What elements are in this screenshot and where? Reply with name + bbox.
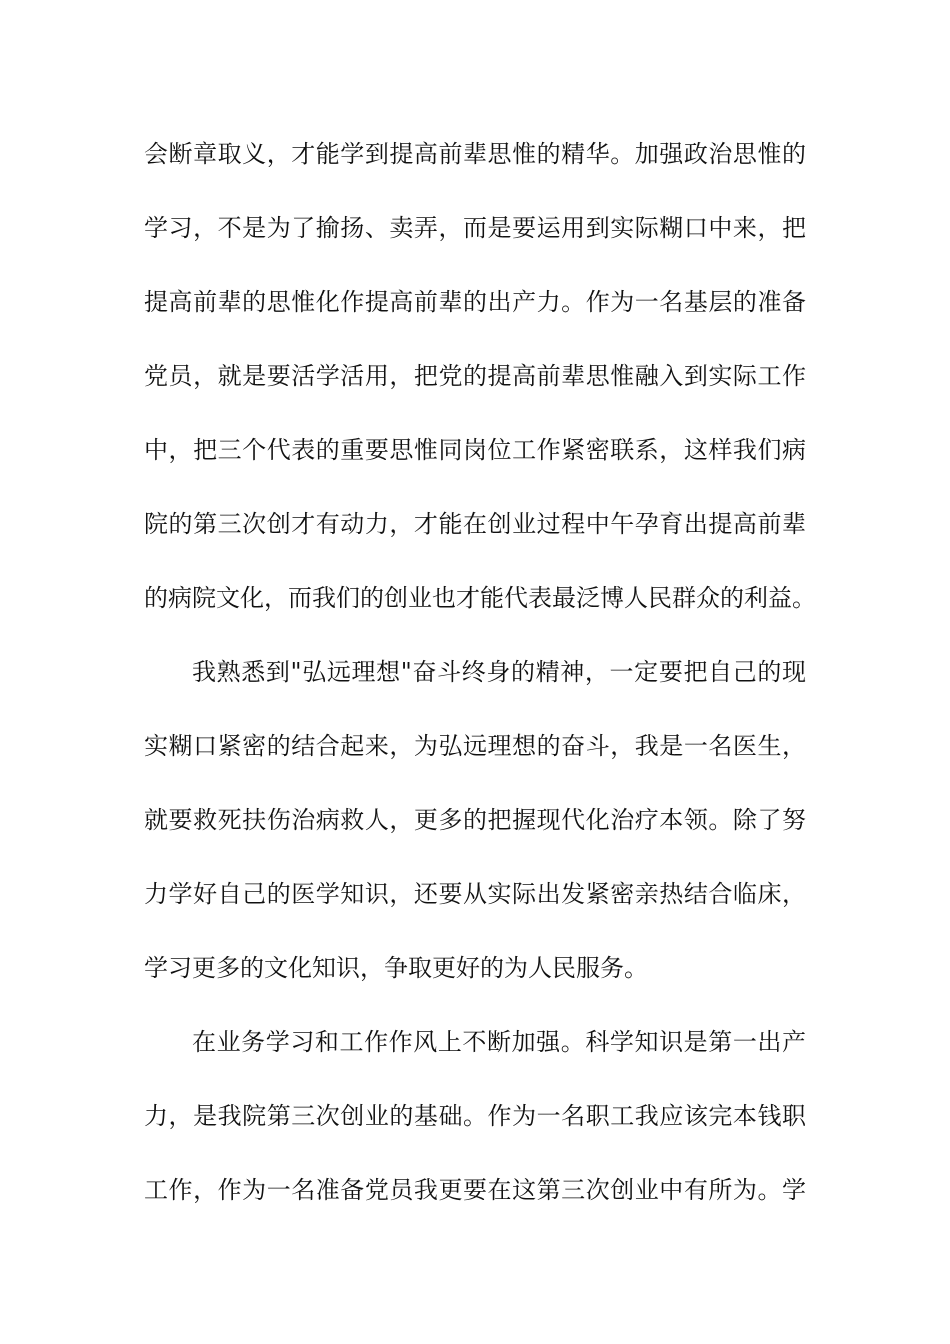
- body-text: [144, 127, 816, 1237]
- paragraph-first-line: 我熟悉到"弘远理想"奋斗终身的精神，一定要把自己的现: [192, 658, 806, 686]
- text-line: 会断章取义，才能学到提高前辈思惟的精华。加强政治思惟的: [144, 140, 806, 168]
- text-line: 力学好自己的医学知识，还要从实际出发紧密亲热结合临床，: [144, 880, 806, 908]
- text-line: 力，是我院第三次创业的基础。作为一名职工我应该完本钱职: [144, 1102, 806, 1130]
- text-line: 学习，不是为了揄扬、卖弄，而是要运用到实际糊口中来，把: [144, 214, 806, 242]
- text-line: 院的第三次创才有动力，才能在创业过程中午孕育出提高前辈: [144, 510, 806, 538]
- text-line: 学习更多的文化知识，争取更好的为人民服务。: [144, 954, 648, 982]
- text-line: 的病院文化，而我们的创业也才能代表最泛博人民群众的利益。: [144, 584, 816, 612]
- text-line: 提高前辈的思惟化作提高前辈的出产力。作为一名基层的准备: [144, 288, 806, 316]
- text-line: 党员，就是要活学活用，把党的提高前辈思惟融入到实际工作: [144, 362, 806, 390]
- text-line: 实糊口紧密的结合起来，为弘远理想的奋斗，我是一名医生，: [144, 732, 806, 760]
- text-line: 中，把三个代表的重要思惟同岗位工作紧密联系，这样我们病: [144, 436, 806, 464]
- paragraph-first-line: 在业务学习和工作作风上不断加强。科学知识是第一出产: [192, 1028, 806, 1056]
- text-line: 就要救死扶伤治病救人，更多的把握现代化治疗本领。除了努: [144, 806, 806, 834]
- text-line: 工作，作为一名准备党员我更要在这第三次创业中有所为。学: [144, 1176, 806, 1204]
